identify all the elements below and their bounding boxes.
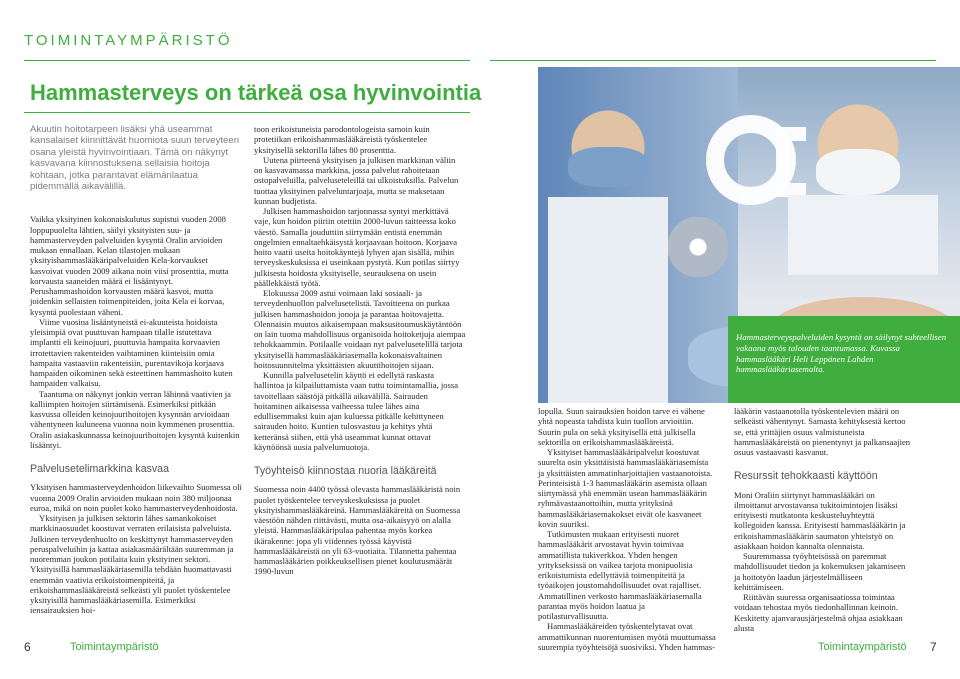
headline-rule [24,112,470,113]
subheading: Resurssit tehokkaasti käyttöön [734,470,878,483]
body-paragraph: Suomessa noin 4400 työssä olevasta hammaslääkäristä noin puolet työskentelee terveyskeskuksissa ja puolet yksityishammaslääkäreinä. Hammaslääkäreitä on Suomessa väestöön nähden riittävästi, mutta osa-aikaisyyö on alalla yleistä. Hammaslääkäripulaa pahentaa myös korkea ikärakenne: jopa yli viidennes työssä käyvistä hammaslääkäreistä on yli 63-vuotiaita. Tilannetta pahentaa hammaslääkärien poikkeuksellisen pienet koulutusmäärät 1990-luvun [254,484,461,577]
body-paragraph: Vaikka yksityinen kokonaiskulutus supistui vuoden 2008 loppupuolelta lähtien, säilyi yksityisten suu- ja hammasterveyden palveluiden kysyntä Oralin arvioiden mukaan ennallaan. Kelan tilastojen mukaan yksityishammaslääkäripalveluiden Kela-korvaukset kasvoivat vuoden 2009 aikana noin viisi prosenttia, mutta korvausta saaneiden määrä ei lisääntynyt. Perushammashoidon korvausten määrä kasvoi, mutta joidenkin sellaisten toimenpiteiden, joita Kela ei korvaa, kysyntä puolestaan väheni. [30,214,229,317]
body-paragraph: Yksityisen ja julkisen sektorin lähes samankokoiset markkinaosuudet koostuvat verraten erilaisista palveluista. Julkinen terveydenhuolto on keskittynyt hammasterveyden peruspalveluihin ja kattaa asiakasmäärältään suuremman ja nuoremman joukon potilaita kuin yksityinen sektori. Yksityisillä hammaslääkäriasemilla tehdään huomattavasti enemmän vaativia erikoistoimenpiteitä, ja erikoishammaslääkäreistä selkeästi yli puolet työskentelee yksityisillä hammaslääkäriasemilla. Esimerkiksi iensairauksien hoi- [30,513,234,616]
body-paragraph: Suuremmassa työyhteisössä on paremmat mahdollisuudet tiedon ja kokemuksen jakamiseen ja hoitotyön laadun järjestelmälliseen kehittämiseen. [734,551,906,592]
subheading: Palvelusetelimarkkina kasvaa [30,463,169,476]
body-paragraph: Yksityisen hammasterveydenhoidon liikevaihto Suomessa oli vuonna 2009 Oralin arvioiden mukaan noin 380 miljoonaa euroa, mikä on noin puolet koko hammasterveydenhoidosta. [30,482,242,513]
footer-section-label-right: Toimintaympäristö [818,641,907,653]
text-column-4 [734,406,912,633]
subheading: Työyhteisö kiinnostaa nuoria lääkäreitä [254,465,437,477]
body-paragraph: Elokuussa 2009 astui voimaan laki sosiaali- ja terveydenhuollon palvelusetelistä. Tavoitteena on purkaa julkisen hammashoidon jonoja ja parantaa hoitovajetta. Olennaisin muutos aikaisempaan maksusitoumuskäytäntöön on lain tuoma mahdollisuus organisoida hoitoketjuja aiempaa tehokkaammin. Potilaalle voidaan nyt palvelusetelillä tarjota yksityisellä hammaslääkäriasemalla kokonaisvaltainen hoitosuunnitelma yksittäisten akuuttihoitojen sijaan. [254,288,466,370]
body-paragraph: Tutkimusten mukaan erityisesti nuoret hammaslääkärit arvostavat hyvin toimivaa ammatillista tukiverkkoa. Yhden hengen yritykseksissä on vaikea tarjota monipuolisia erikoistumista edellyttäviä toimenpiteitä ja työaikojen joustomahdollisuudet ovat rajalliset. Ammatillinen verkosto hammaslääkäriasemalla parantaa myös hoidon laatua ja potilasturvallisuutta. [538,529,702,621]
body-paragraph: Moni Oraliin siirtynyt hammaslääkäri on ilmoittanut arvostavansa tukitoimintojen lisäksi erityisesti mutkatonta keskusteluyhteyttä kollegoiden kanssa. Erityisesti hammaslääkärin ja erikoishammaslääkärin saumaton yhteistyö on asiakkaan hoidon kannalta olennaista. [734,489,906,551]
body-paragraph: Riittävän suuressa organisaatiossa toimintaa voidaan tehostaa myös tiedonhallinnan keinoin. Keskitetty ajanvarausjärjestelmä ohjaa asiakkaan alusta [734,592,903,633]
body-paragraph: Julkisen hammashoidon tarjonnassa syntyi merkittävä vaje, kun hoidon piiriin otettiin 2000-luvun taitteessa koko väestö. Samalla jouduttiin siirtymään entistä enemmän ongelmien ennaltaehkäisystä korjaavaan hoitoon. Korjaava hoito vaatii useita hoitokäyntejä lyhyen ajan sisällä, mihin terveyskeskuksissa ei useinkaan pystytä. Kun potilas siirtyy julkisesta hoidosta yksityiselle, seurauksena on usein päällekkäistä työtä. [254,206,460,288]
article-headline: Hammasterveys on tärkeä osa hyvinvointia [30,80,482,105]
body-paragraph: lääkärin vastaanotolla työskentelevien määrä on selkeästi vähentynyt. Samasta kehityksestä kertoo se, että yrittäjien osuus valmistuneista hammaslääkäreistä on pienentynyt ja palkansaajien osuus vastaavasti kasvanut. [734,406,911,457]
body-paragraph: toon erikoistuneista parodontologeista samoin kuin protetiikan erikoishammaslääkäreistä työskentelee yksityisellä sektorilla lähes 80 prosenttia. [254,124,430,155]
section-label: TOIMINTAYMPÄRISTÖ [24,32,233,49]
header-rule-right [490,60,936,61]
text-column-2 [254,124,466,629]
text-column-3 [538,406,716,652]
photo-caption: Hammasterveyspalveluiden kysyntä on säilynyt suhteellisen vakaana myös talouden taantumassa. Kuvassa hammaslääkäri Heli Leppänen Lahden hammaslääkäriasemalta. [736,332,947,375]
header-rule-left [24,60,470,61]
page-number-left: 6 [24,640,31,654]
text-column-1 [30,124,242,629]
body-paragraph: Hammaslääkäreiden työskentelytavat ovat ammattikunnan nuorentumisen myötä muuttumassa suurempia työyhteisöjä suosiviksi. Yhden hammas- [538,621,716,652]
body-paragraph: Viime vuosina lisääntyneistä ei-akuuteista hoidoista yleisimpiä ovat puuttuvan hampaan tilalle istutettava implantti eli keinojuuri, puuttuvia hampaita korvaavien irrotettavien rakenteiden vaihtaminen kiinteisiin omia hampaita vastaaviin rakenteisiin, purentavikoja korjaava hampaiden oikominen sekä esteettinen hammashoito kuten hampaiden valkaisu. [30,316,233,389]
body-paragraph: Taantuma on näkynyt jonkin verran lähinnä vaativien ja kalliimpien hoitojen siirtämisenä. Esimerkiksi pitkään kasvussa olleiden keinojuurihoitojen kysynnän arvioidaan vähentyneen kuluneena vuonna noin kymmenen prosenttia. Oralin asiakaskunnassa keinojuurihoitojen kysyntä kuitenkin lisääntyi. [30,388,240,450]
body-paragraph: Kunnilla palvelusetelin käyttö ei edellytä raskasta hallintoa ja kilpailuttamista vaan tuttu toimintamallia, jossa tavoitellaan säästöjä pitkällä aikavälillä. Sairauden hoitaminen aikaisessa vaiheessa tulee lähes aina edullisemmaksi kuin ajan kuluessa pitkälle kehittyneen sairauden hoito. Kuntien tulosvastuu ja kehitys yhtä ketteränsä siihen, että yhä useammat kunnat ottavat käyttöönsä uusia palvelumuotoja. [254,370,459,452]
footer-section-label-left: Toimintaympäristö [70,641,159,653]
body-paragraph: Yksityiset hammaslääkäripalvelut koostuvat suurelta osin yksittäisistä hammaslääkäriasemista ja yksittäisten ammatinharjoittajien vastaanotoista. Perinteisistä 1-3 hammaslääkärin asemista ollaan siirtymässä yhä enemmän usean hammaslääkärin ryhmävastaanottoihin, mutta yrityksinä hammaslääkäriasemakokset eivät ole kasvaneet kovin suuriksi. [538,447,713,529]
body-paragraph: lopulla. Suun sairauksien hoidon tarve ei vähene yhtä nopeasta tahdista kuin tuollon arvioitiin. Suurin pula on sekä yksityisellä että julkisella sektorilla on erikoishammaslääkäreistä. [538,406,705,447]
page-number-right: 7 [930,640,937,654]
lead-paragraph: Akuutin hoitotarpeen lisäksi yhä useammat kansalaiset kiinnittävät huomiota suun terveyteen osana yleistä hyvinvointiaan. Tämä on näkynyt kasvavana kiinnostuksena sellaisia hoitoja kohtaan, jotka parantavat elämänlaatua pidemmällä aikavälillä. [30,124,240,193]
body-paragraph: Uutena piirteenä yksityisen ja julkisen markkinan väliin on kasvavamassa markkina, jossa palvelut rahoitetaan ostopalveluilla, palveluseteleillä tai ulkoistuksilla. Palvelun tuottaa yksityinen palveluntarjoaja, mutta se maksetaan kunnan budjetista. [254,154,459,206]
photo-caption-box [728,316,960,403]
